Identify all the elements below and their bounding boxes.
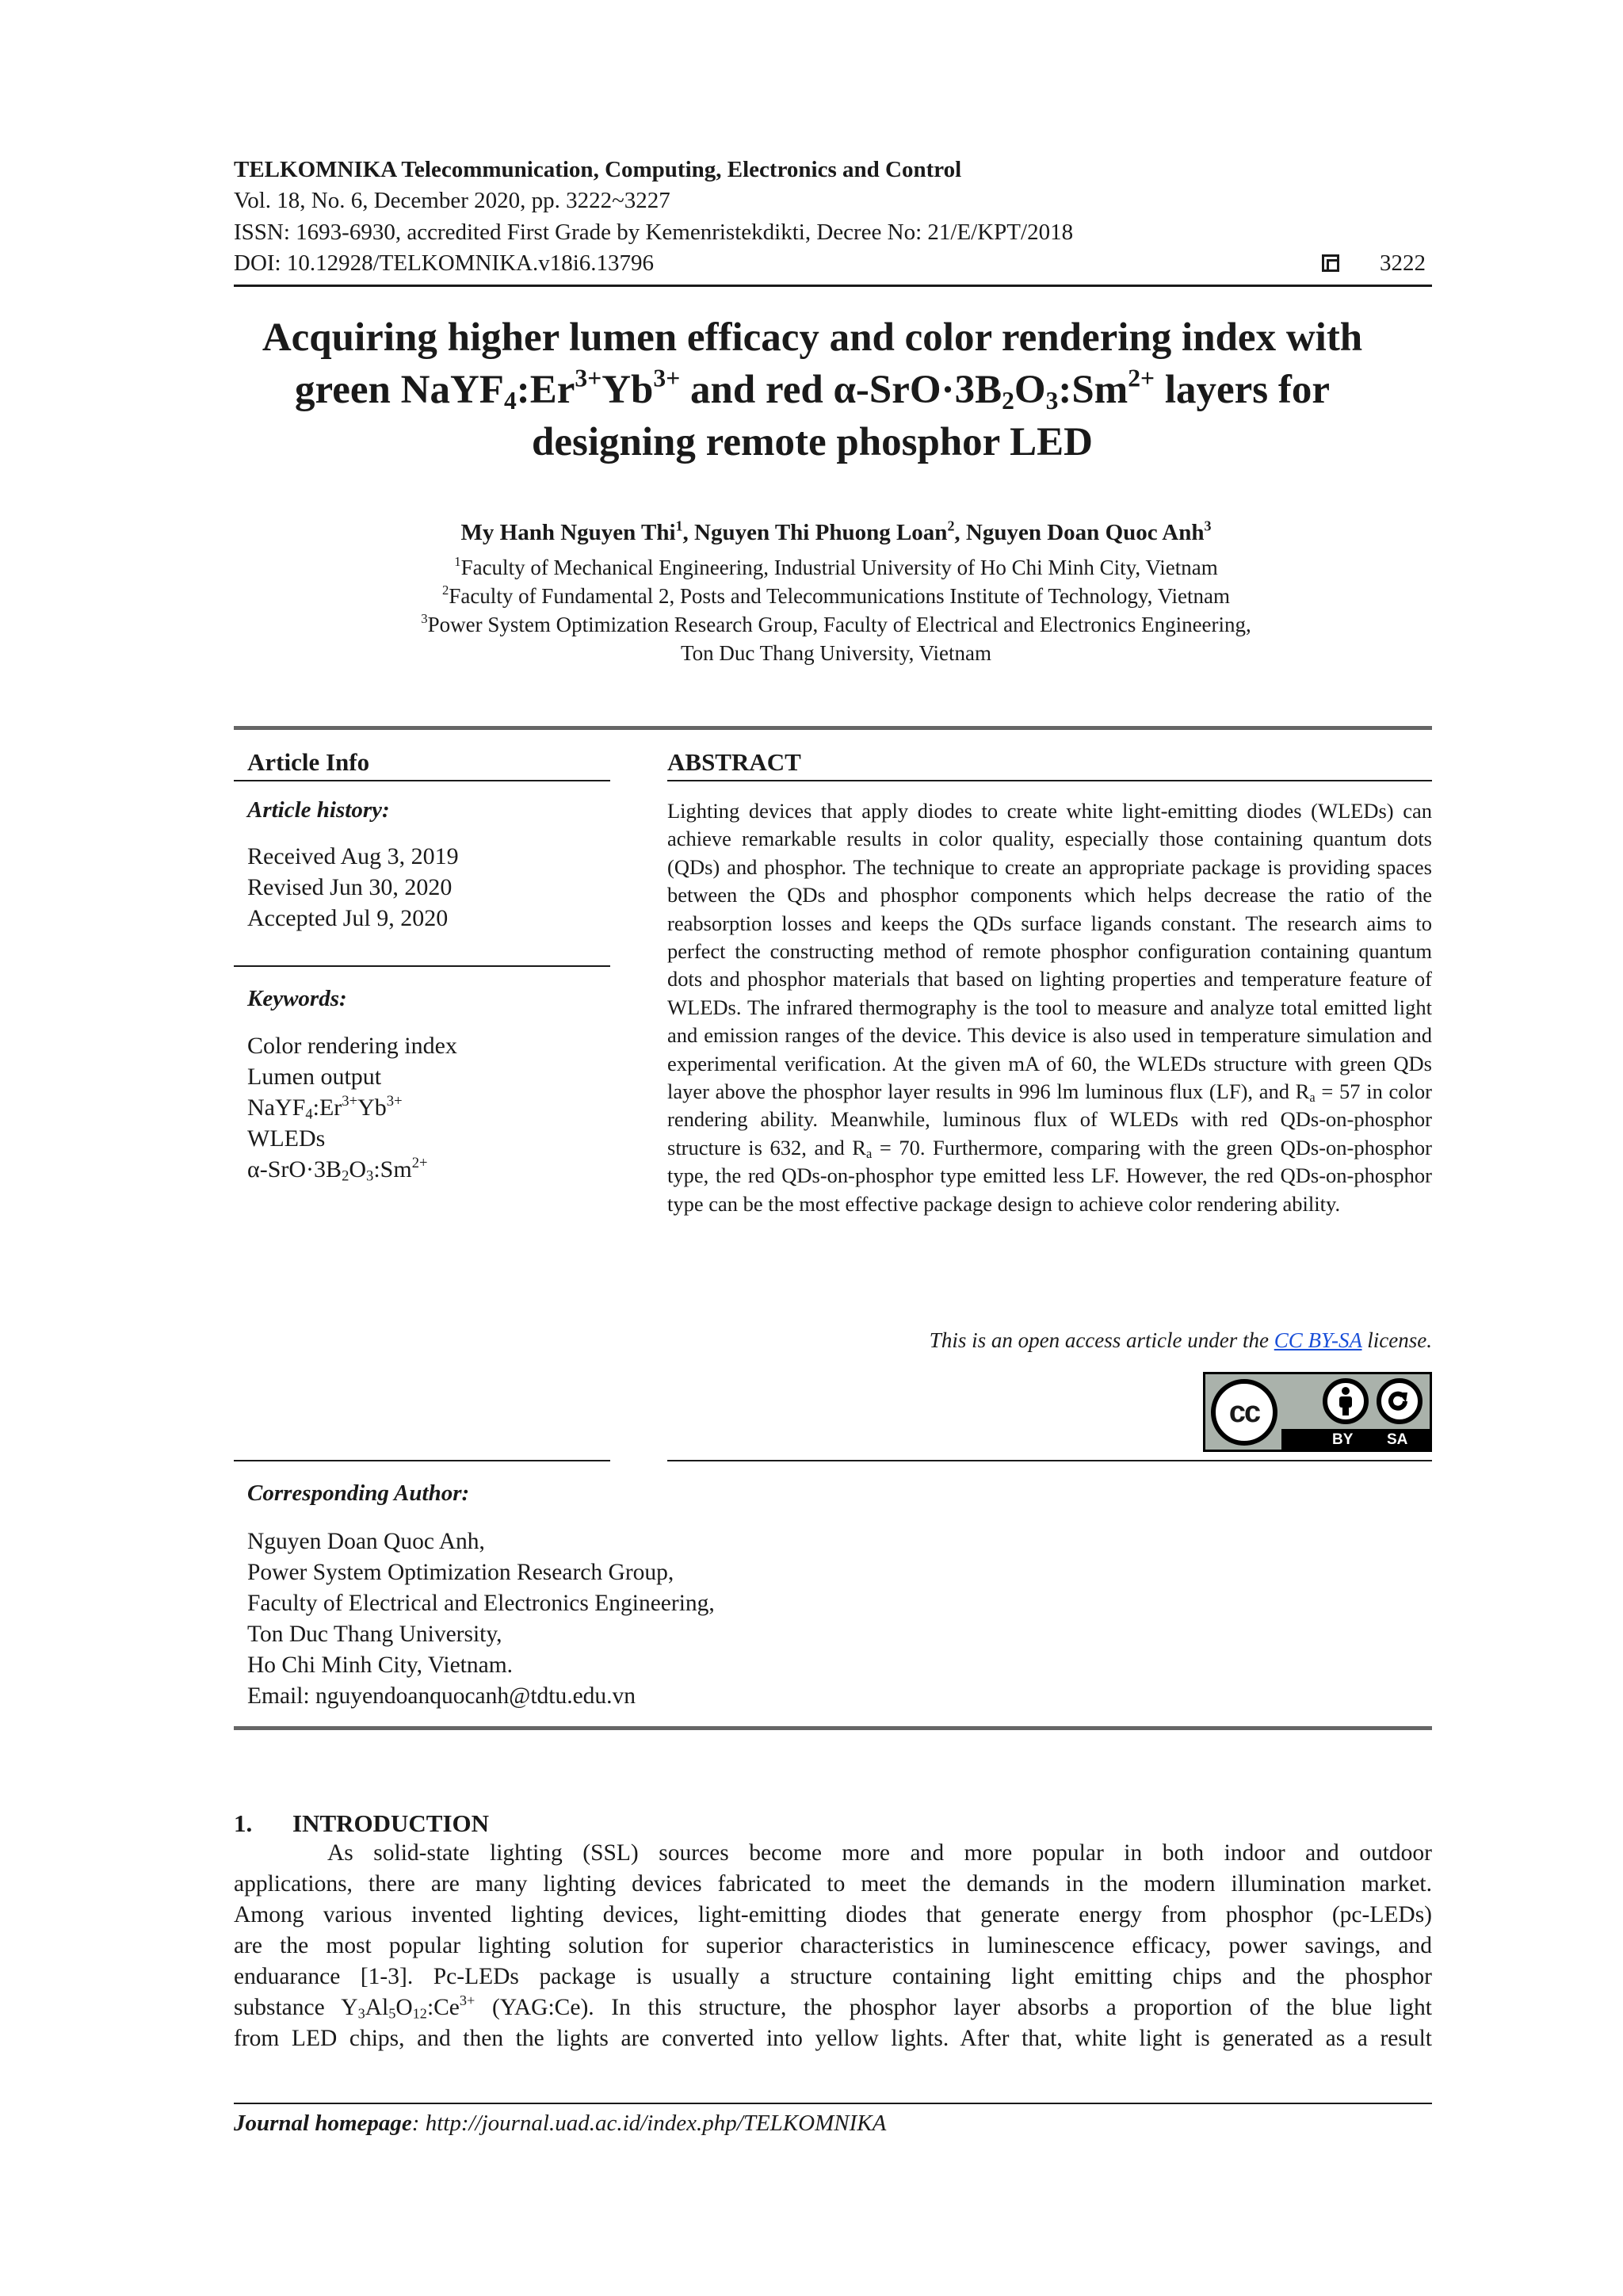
article-history-heading: Article history: — [247, 797, 390, 823]
affiliation-2: $^2$Faculty of Fundamental 2, Posts and Telecommunications Institute of Technology, Vietnam — [441, 583, 1231, 608]
affiliation-3-cont: Ton Duc Thang University, Vietnam — [681, 641, 991, 665]
issn-line: ISSN: 1693-6930, accredited First Grade by Kemenristekdikti, Decree No: 21/E/KPT/2018 — [234, 220, 1074, 245]
corresponding-line: Power System Optimization Research Group, — [247, 1560, 674, 1585]
header-rule — [234, 285, 1432, 287]
revised-date: Revised Jun 30, 2020 — [247, 874, 453, 900]
affiliation-1: $^1$Faculty of Mechanical Engineering, Industrial University of Ho Chi Minh City, Vietnam — [454, 554, 1218, 579]
title-line-1: Acquiring higher lumen efficacy and color rendering index with — [262, 315, 1363, 360]
cc-icon-label: cc — [1228, 1395, 1260, 1429]
page-marker-icon — [1322, 254, 1339, 272]
corresponding-line: Faculty of Electrical and Electronics Engineering, — [247, 1591, 715, 1616]
title-line-2: green $NaYF_4:Er^{3+}Yb^{3+}$ and red $\alpha-SrO\cdot 3B_2O_3:Sm^{2+}$ layers for — [295, 364, 1330, 415]
article-info-rule — [234, 780, 610, 781]
badge-by-label: BY — [1332, 1431, 1354, 1448]
introduction-heading — [234, 1809, 489, 1838]
footer-rule — [234, 2103, 1432, 2104]
author-list: My Hanh Nguyen Thi$^1$, Nguyen Thi Phuong Loan$^2$, Nguyen Doan Quoc Anh$^3$ — [460, 518, 1212, 545]
keyword-item: Color rendering index — [247, 1033, 457, 1059]
cc-icon — [1211, 1379, 1277, 1446]
info-box-top-rule — [234, 726, 1432, 730]
journal-name: TELKOMNIKA Telecommunication, Computing, Electronics and Control — [234, 157, 962, 182]
keyword-item: WLEDs — [247, 1125, 326, 1152]
homepage-label: Journal homepage — [234, 2111, 412, 2136]
intro-text-line: are the most popular lighting solution for superior characteristics in luminescence efficacy, power savings, and — [234, 1933, 1432, 1958]
keywords-heading: Keywords: — [247, 986, 347, 1011]
license-statement: This is an open access article under the CC BY-SA license. — [929, 1328, 1432, 1352]
keyword-item: $NaYF_4:Er^{3+}Yb^{3+}$ — [247, 1092, 403, 1123]
intro-text-line: applications, there are many lighting devices fabricated to meet the demands in the modern illumination market. — [234, 1871, 1432, 1897]
received-date: Received Aug 3, 2019 — [247, 843, 459, 869]
corresponding-author-heading: Corresponding Author: — [247, 1480, 470, 1506]
history-rule — [234, 965, 610, 967]
homepage-url[interactable]: http://journal.uad.ac.id/index.php/TELKOMNIKA — [425, 2111, 887, 2136]
keyword-item: $\alpha-SrO\cdot 3B_2O_3:Sm^{2+}$ — [247, 1154, 428, 1185]
volume-line: Vol. 18, No. 6, December 2020, pp. 3222~3227 — [234, 188, 670, 213]
share-alike-icon — [1377, 1378, 1423, 1424]
paper-title — [174, 311, 1450, 468]
abstract-bottom-rule — [667, 1460, 1432, 1461]
info-box-bottom-rule — [234, 1726, 1432, 1730]
attribution-person-icon — [1323, 1378, 1369, 1424]
license-link[interactable]: CC BY-SA — [1274, 1328, 1362, 1352]
affiliation-3: $^3$Power System Optimization Research Group, Faculty of Electrical and Electronics Engineering, — [421, 611, 1251, 636]
page-number: 3222 — [1380, 250, 1426, 276]
intro-text-line: As solid-state lighting (SSL) sources become more and more popular in both indoor and outdoor — [327, 1840, 1432, 1866]
corresponding-line: Ton Duc Thang University, — [247, 1622, 502, 1647]
intro-text-line: from LED chips, and then the lights are converted into yellow lights. After that, white light is generated as a result — [234, 2026, 1432, 2051]
keywords-rule — [234, 1460, 610, 1461]
abstract-rule — [667, 780, 1432, 781]
person-icon — [1332, 1385, 1359, 1417]
intro-text-line: substance $Y_3Al_5O_{12}:Ce^{3+}$ (YAG:Ce). In this structure, the phosphor layer absorbs a proportion of the blue light — [234, 1992, 1432, 2022]
section-title: INTRODUCTION — [292, 1809, 490, 1837]
share-alike-arrow-icon — [1384, 1386, 1415, 1416]
doi-line: DOI: 10.12928/TELKOMNIKA.v18i6.13796 — [234, 250, 655, 276]
intro-text-line: Among various invented lighting devices, light-emitting diodes that generate energy from phosphor (pc-LEDs) — [234, 1902, 1432, 1927]
corresponding-line: Nguyen Doan Quoc Anh, — [247, 1529, 485, 1554]
accepted-date: Accepted Jul 9, 2020 — [247, 905, 449, 931]
badge-sa-label: SA — [1387, 1431, 1408, 1448]
corresponding-email: Email: nguyendoanquocanh@tdtu.edu.vn — [247, 1683, 636, 1709]
section-number: 1. — [234, 1809, 253, 1837]
keyword-item: Lumen output — [247, 1064, 382, 1090]
intro-text-line: enduarance [1-3]. Pc-LEDs package is usually a structure containing light emitting chips and the phosphor — [234, 1964, 1432, 1989]
journal-homepage: Journal homepage: http://journal.uad.ac.id/index.php/TELKOMNIKA — [234, 2111, 887, 2136]
abstract-heading: ABSTRACT — [667, 748, 801, 776]
title-line-3: designing remote phosphor LED — [532, 420, 1093, 464]
cc-by-sa-badge[interactable] — [1203, 1372, 1432, 1452]
article-info-heading: Article Info — [247, 748, 370, 776]
corresponding-line: Ho Chi Minh City, Vietnam. — [247, 1652, 514, 1678]
abstract-text: Lighting devices that apply diodes to create white light-emitting diodes (WLEDs) can achieve remarkable results in color quality, especially those containing quantum dots (QDs) and phosphor. The technique to create an appropriate package is providing spaces between the QDs and phosphor components which helps decrease the ratio of the reabsorption losses and keeps the QDs surface ligands constant. The research aims to perfect the constructing method of remote phosphor configuration containing quantum dots and phosphor materials that based on lighting properties and temperature feature of WLEDs. The infrared thermography is the tool to measure and analyze total emitted light and emission ranges of the device. This device is also used in temperature simulation and experimental verification. At the given mA of 60, the WLEDs structure with green QDs layer above the phosphor layer results in 996 lm luminous flux (LF), and $R_a = 57$ in color rendering ability. Meanwhile, luminous flux of WLEDs with red QDs-on-phosphor structure is 632, and $R_a = 70$. Furthermore, comparing with the green QDs-on-phosphor type, the red QDs-on-phosphor type emitted less LF. However, the red QDs-on-phosphor type can be the most effective package design to achieve color rendering ability. — [667, 799, 1432, 1216]
